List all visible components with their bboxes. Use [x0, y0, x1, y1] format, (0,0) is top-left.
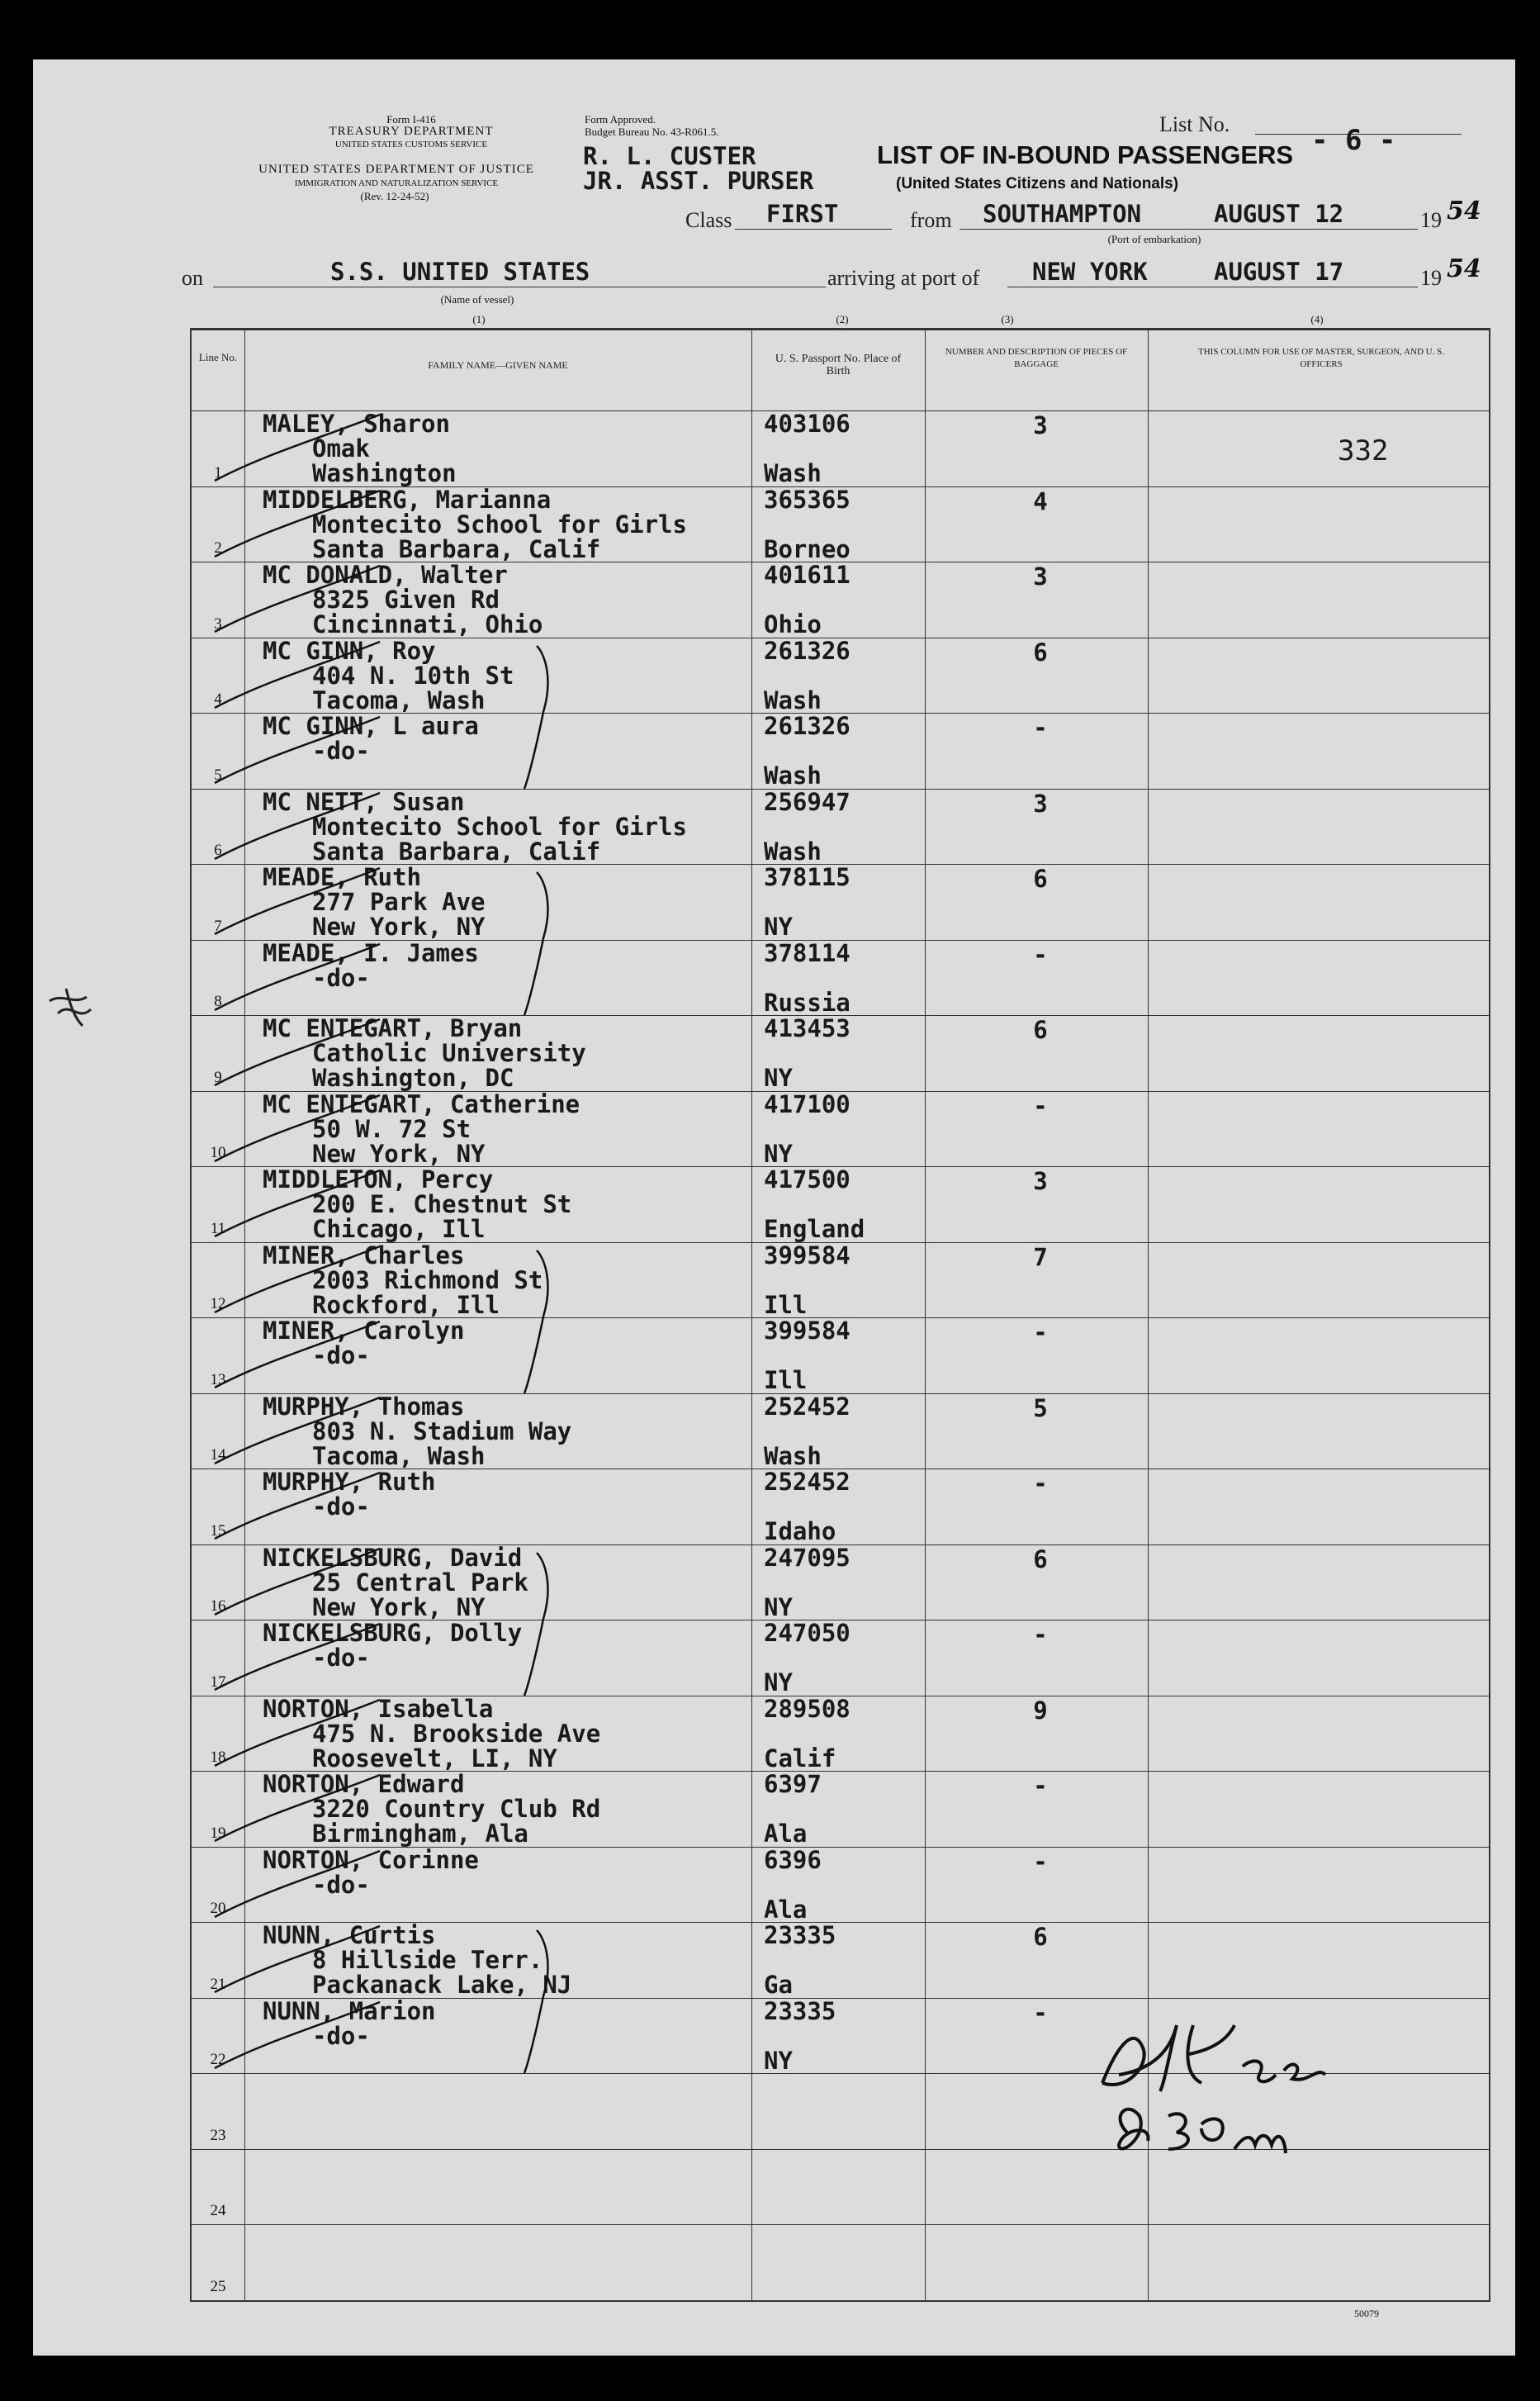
row-number: 19: [210, 1824, 226, 1842]
passenger-address-2: New York, NY: [312, 913, 486, 941]
passenger-name: MEADE, Ruth: [263, 863, 422, 891]
list-no-label: List No.: [1159, 112, 1230, 136]
passenger-name: MC NETT, Susan: [263, 787, 465, 816]
place-of-birth: Ill: [764, 1290, 808, 1319]
passport-number: 261326: [764, 712, 851, 740]
row-number: 24: [210, 2202, 226, 2219]
check-mark: [206, 1690, 388, 1772]
port-embarkation-note: (Port of embarkation): [1107, 233, 1201, 245]
department: TREASURY DEPARTMENT: [329, 125, 494, 138]
baggage-count: -: [1033, 1318, 1048, 1346]
passenger-name: NICKELSBURG, Dolly: [263, 1619, 523, 1647]
class-underline: [735, 229, 892, 230]
page-title: LIST OF IN-BOUND PASSENGERS: [877, 140, 1294, 169]
passenger-address-2: Tacoma, Wash: [312, 686, 486, 714]
passenger-address-2: Washington: [312, 459, 457, 487]
check-mark: [206, 1160, 388, 1243]
table-row: [190, 940, 1490, 1017]
passenger-name: MURPHY, Thomas: [263, 1392, 465, 1421]
passenger-address-2: Roosevelt, LI, NY: [312, 1744, 557, 1772]
table-row: [190, 1771, 1490, 1848]
baggage-count: -: [1033, 1091, 1048, 1120]
place-of-birth: NY: [764, 913, 793, 941]
place-of-birth: Borneo: [764, 534, 851, 563]
header-baggage: NUMBER AND DESCRIPTION OF PIECES OF BAGGAGE: [945, 347, 1128, 369]
passport-number: 403106: [764, 410, 851, 438]
family-bracket: [520, 872, 570, 1023]
check-mark: [206, 1236, 388, 1319]
place-of-birth: NY: [764, 1064, 793, 1092]
check-mark: [206, 1992, 388, 2075]
signature-mark: [1069, 1992, 1400, 2199]
table-row: [190, 1545, 1490, 1621]
check-mark: [206, 556, 388, 638]
place-of-birth: Ga: [764, 1971, 793, 1999]
arriving-label: arriving at port of: [827, 266, 980, 290]
table-row: [190, 1469, 1490, 1545]
place-of-birth: Wash: [764, 686, 822, 714]
table-row: [190, 1091, 1490, 1168]
baggage-count: 6: [1033, 1016, 1048, 1044]
passenger-address-1: 277 Park Ave: [312, 888, 486, 916]
row-number: 16: [210, 1597, 226, 1615]
passenger-name: MEADE, I. James: [263, 938, 479, 967]
row-number: 21: [210, 1975, 226, 1993]
place-of-birth: Ala: [764, 1895, 808, 1924]
passenger-address-1: -do-: [312, 963, 370, 992]
passenger-address-1: Montecito School for Girls: [312, 812, 687, 841]
row-number: 14: [210, 1446, 226, 1464]
col-num-2: (2): [836, 313, 849, 325]
passport-number: 6396: [764, 1845, 822, 1874]
budget-bureau: Budget Bureau No. 43-R061.5.: [585, 126, 719, 138]
place-of-birth: England: [764, 1215, 865, 1243]
passenger-address-2: Birmingham, Ala: [312, 1820, 528, 1848]
header-name: FAMILY NAME—GIVEN NAME: [428, 359, 568, 371]
place-of-birth: Wash: [764, 762, 822, 790]
customs-service: UNITED STATES CUSTOMS SERVICE: [334, 140, 488, 149]
margin-scribble: [41, 976, 116, 1034]
passport-number: 247095: [764, 1543, 851, 1572]
place-of-birth: Idaho: [764, 1517, 836, 1545]
row-number: 15: [210, 1521, 226, 1540]
passport-number: 417100: [764, 1089, 851, 1118]
place-of-birth: NY: [764, 1668, 793, 1696]
passport-number: 23335: [764, 1921, 836, 1949]
family-bracket: [520, 1553, 570, 1704]
row-number: 7: [214, 917, 222, 935]
immigration-service: IMMIGRATION AND NATURALIZATION SERVICE: [294, 178, 499, 188]
table-row: [190, 1242, 1490, 1319]
row-number: 9: [214, 1068, 222, 1086]
revision: (Rev. 12-24-52): [360, 190, 429, 202]
baggage-count: -: [1033, 1620, 1048, 1649]
check-mark: [206, 1841, 388, 1924]
passport-number: 247050: [764, 1619, 851, 1647]
passenger-address-2: Tacoma, Wash: [312, 1441, 486, 1470]
place-of-birth: Wash: [764, 459, 822, 487]
place-of-birth: Calif: [764, 1744, 836, 1772]
row-number: 20: [210, 1900, 226, 1917]
passport-number: 413453: [764, 1014, 851, 1042]
passenger-address-1: 404 N. 10th St: [312, 661, 514, 690]
form-approved: Form Approved.: [585, 113, 656, 126]
passenger-address-1: 8 Hillside Terr.: [312, 1946, 543, 1974]
place-of-birth: NY: [764, 1139, 793, 1168]
from-port: SOUTHAMPTON: [983, 200, 1142, 228]
passenger-address-2: Santa Barbara, Calif: [312, 837, 601, 866]
place-of-birth: Wash: [764, 837, 822, 866]
family-bracket: [520, 1930, 570, 2081]
row-number: 1: [214, 463, 222, 482]
place-of-birth: Ala: [764, 1820, 808, 1848]
passenger-address-2: Santa Barbara, Calif: [312, 534, 601, 563]
passenger-address-1: -do-: [312, 1341, 370, 1369]
passenger-name: MINER, Charles: [263, 1241, 465, 1269]
passenger-name: NORTON, Corinne: [263, 1845, 479, 1874]
officer-name: R. L. CUSTER: [583, 142, 756, 170]
passenger-address-2: New York, NY: [312, 1592, 486, 1621]
baggage-count: 3: [1033, 1167, 1048, 1195]
from-label: from: [910, 208, 952, 232]
form-number: Form I-416: [386, 113, 436, 126]
table-row: [190, 1166, 1490, 1243]
passenger-name: NORTON, Edward: [263, 1770, 465, 1798]
passenger-address-2: Cincinnati, Ohio: [312, 610, 543, 638]
check-mark: [206, 632, 388, 714]
family-bracket: [520, 646, 570, 797]
arrival-date: AUGUST 17: [1214, 258, 1344, 286]
from-year-suffix: 54: [1447, 197, 1481, 225]
passport-number: 252452: [764, 1468, 851, 1496]
passport-number: 401611: [764, 561, 851, 589]
passport-number: 378114: [764, 938, 851, 967]
table-row: [190, 1620, 1490, 1696]
document-page: [33, 59, 1515, 2356]
family-bracket: [520, 1250, 570, 1402]
check-mark: [206, 1614, 388, 1696]
vessel-name: S.S. UNITED STATES: [330, 258, 590, 286]
table-row: [190, 410, 1490, 487]
table-row: [190, 1696, 1490, 1772]
from-year-prefix: 19: [1420, 208, 1442, 232]
check-mark: [206, 1463, 388, 1545]
passport-number: 261326: [764, 636, 851, 665]
passenger-address-1: -do-: [312, 2021, 370, 2050]
row-number: 17: [210, 1673, 226, 1691]
place-of-birth: Ohio: [764, 610, 822, 638]
check-mark: [206, 405, 388, 487]
baggage-count: 6: [1033, 1545, 1048, 1573]
table-row: [190, 864, 1490, 941]
passport-number: 252452: [764, 1392, 851, 1421]
from-date: AUGUST 12: [1214, 200, 1344, 228]
table-row: [190, 1393, 1490, 1470]
passenger-name: MALEY, Sharon: [263, 410, 450, 438]
place-of-birth: Ill: [764, 1366, 808, 1394]
col-num-4: (4): [1310, 313, 1324, 325]
place-of-birth: Russia: [764, 988, 851, 1017]
check-mark: [206, 1009, 388, 1092]
from-underline: [960, 229, 1418, 230]
check-mark: [206, 858, 388, 941]
passport-number: 289508: [764, 1694, 851, 1723]
passenger-name: MIDDLETON, Percy: [263, 1165, 494, 1193]
col-num-1: (1): [472, 313, 486, 325]
row-number: 6: [214, 842, 222, 859]
passenger-address-1: -do-: [312, 737, 370, 765]
passport-number: 378115: [764, 863, 851, 891]
officer-note: 332: [1338, 434, 1389, 467]
passenger-address-2: Washington, DC: [312, 1064, 514, 1092]
baggage-count: 5: [1033, 1393, 1048, 1422]
passenger-address-1: Montecito School for Girls: [312, 510, 687, 539]
passenger-address-1: 475 N. Brookside Ave: [312, 1719, 601, 1748]
passenger-address-1: -do-: [312, 1644, 370, 1672]
passenger-address-1: -do-: [312, 1870, 370, 1899]
passenger-name: MIDDELBERG, Marianna: [263, 485, 552, 514]
officer-title: JR. ASST. PURSER: [583, 167, 814, 195]
passenger-address-1: -do-: [312, 1492, 370, 1521]
header-officers: THIS COLUMN FOR USE OF MASTER, SURGEON, AND U. S. OFFICERS: [1198, 347, 1444, 369]
passenger-address-1: 803 N. Stadium Way: [312, 1416, 572, 1445]
check-mark: [206, 707, 388, 790]
passenger-name: MC DONALD, Walter: [263, 561, 508, 589]
passenger-address-1: 8325 Given Rd: [312, 586, 500, 614]
row-number: 2: [214, 539, 222, 557]
passenger-address-1: 3220 Country Club Rd: [312, 1795, 601, 1823]
table-row: [190, 1847, 1490, 1924]
row-number: 25: [210, 2277, 226, 2295]
check-mark: [206, 1765, 388, 1848]
arrival-year-prefix: 19: [1420, 266, 1442, 290]
row-number: 5: [214, 766, 222, 784]
check-mark: [206, 1312, 388, 1394]
header-passport: U. S. Passport No. Place of Birth: [775, 353, 902, 377]
check-mark: [206, 934, 388, 1017]
passenger-name: MURPHY, Ruth: [263, 1468, 436, 1496]
baggage-count: 3: [1033, 562, 1048, 591]
class-label: Class: [685, 208, 732, 232]
table-row: [190, 2224, 1490, 2301]
table-row: [190, 562, 1490, 638]
place-of-birth: Wash: [764, 1441, 822, 1470]
baggage-count: 9: [1033, 1696, 1048, 1725]
baggage-count: -: [1033, 1469, 1048, 1497]
passenger-name: MC ENTEGART, Catherine: [263, 1089, 580, 1118]
passenger-address-2: Chicago, Ill: [312, 1215, 486, 1243]
row-number: 3: [214, 614, 222, 633]
table-row: [190, 486, 1490, 563]
passenger-address-1: 25 Central Park: [312, 1568, 528, 1597]
place-of-birth: NY: [764, 2046, 793, 2075]
passenger-name: NICKELSBURG, David: [263, 1543, 523, 1572]
passenger-address-1: Catholic University: [312, 1039, 586, 1067]
row-number: 18: [210, 1749, 226, 1766]
class-value: FIRST: [766, 200, 839, 228]
baggage-count: -: [1033, 714, 1048, 742]
baggage-count: 3: [1033, 789, 1048, 818]
header-line-no: Line No.: [198, 351, 238, 363]
baggage-count: 3: [1033, 411, 1048, 439]
passenger-name: NUNN, Curtis: [263, 1921, 436, 1949]
passenger-address-2: Packanack Lake, NJ: [312, 1971, 572, 1999]
table-row: [190, 789, 1490, 866]
page-subtitle: (United States Citizens and Nationals): [896, 175, 1179, 192]
passenger-name: NUNN, Marion: [263, 1996, 436, 2025]
passport-number: 6397: [764, 1770, 822, 1798]
baggage-count: -: [1033, 1772, 1048, 1800]
on-label: on: [182, 266, 203, 290]
passport-number: 399584: [764, 1317, 851, 1345]
passenger-name: NORTON, Isabella: [263, 1694, 494, 1723]
table-row: [190, 1922, 1490, 1999]
passport-number: 365365: [764, 485, 851, 514]
vessel-note: (Name of vessel): [440, 293, 514, 306]
arrival-year-suffix: 54: [1447, 254, 1481, 283]
row-number: 12: [210, 1295, 226, 1312]
baggage-count: -: [1033, 940, 1048, 969]
arrival-port: NEW YORK: [1032, 258, 1148, 286]
passenger-address-1: Omak: [312, 434, 370, 463]
check-mark: [206, 1085, 388, 1168]
justice-dept: UNITED STATES DEPARTMENT OF JUSTICE: [258, 163, 534, 176]
row-number: 23: [210, 2126, 226, 2144]
baggage-count: 7: [1033, 1242, 1048, 1271]
passenger-address-1: 200 E. Chestnut St: [312, 1190, 572, 1218]
passport-number: 256947: [764, 787, 851, 816]
check-mark: [206, 1916, 388, 1999]
table-row: [190, 638, 1490, 714]
passenger-name: MINER, Carolyn: [263, 1317, 465, 1345]
row-number: 11: [210, 1219, 226, 1237]
list-no-value: - 6 -: [1311, 124, 1396, 157]
check-mark: [206, 1539, 388, 1621]
passenger-name: MC ENTEGART, Bryan: [263, 1014, 523, 1042]
footer-code: 50079: [1354, 2308, 1379, 2319]
row-number: 8: [214, 993, 222, 1010]
passenger-name: MC GINN, Roy: [263, 636, 436, 665]
col-num-3: (3): [1001, 313, 1014, 325]
check-mark: [206, 1388, 388, 1470]
passenger-address-2: Rockford, Ill: [312, 1290, 500, 1319]
table-row: [190, 713, 1490, 790]
row-number: 22: [210, 2051, 226, 2068]
row-number: 13: [210, 1370, 226, 1388]
row-number: 10: [210, 1144, 226, 1161]
baggage-count: 6: [1033, 1923, 1048, 1951]
passenger-address-1: 2003 Richmond St: [312, 1265, 543, 1294]
check-mark: [206, 783, 388, 866]
passport-number: 399584: [764, 1241, 851, 1269]
table-row: [190, 1317, 1490, 1394]
passenger-name: MC GINN, L aura: [263, 712, 479, 740]
passenger-address-2: New York, NY: [312, 1139, 486, 1168]
passport-number: 23335: [764, 1996, 836, 2025]
check-mark: [206, 481, 388, 563]
baggage-count: -: [1033, 1998, 1048, 2027]
passport-number: 417500: [764, 1165, 851, 1193]
baggage-count: -: [1033, 1847, 1048, 1876]
passenger-address-1: 50 W. 72 St: [312, 1114, 471, 1143]
baggage-count: 4: [1033, 486, 1048, 515]
table-row: [190, 1015, 1490, 1092]
baggage-count: 6: [1033, 865, 1048, 893]
place-of-birth: NY: [764, 1592, 793, 1621]
row-number: 4: [214, 690, 222, 708]
baggage-count: 6: [1033, 638, 1048, 667]
